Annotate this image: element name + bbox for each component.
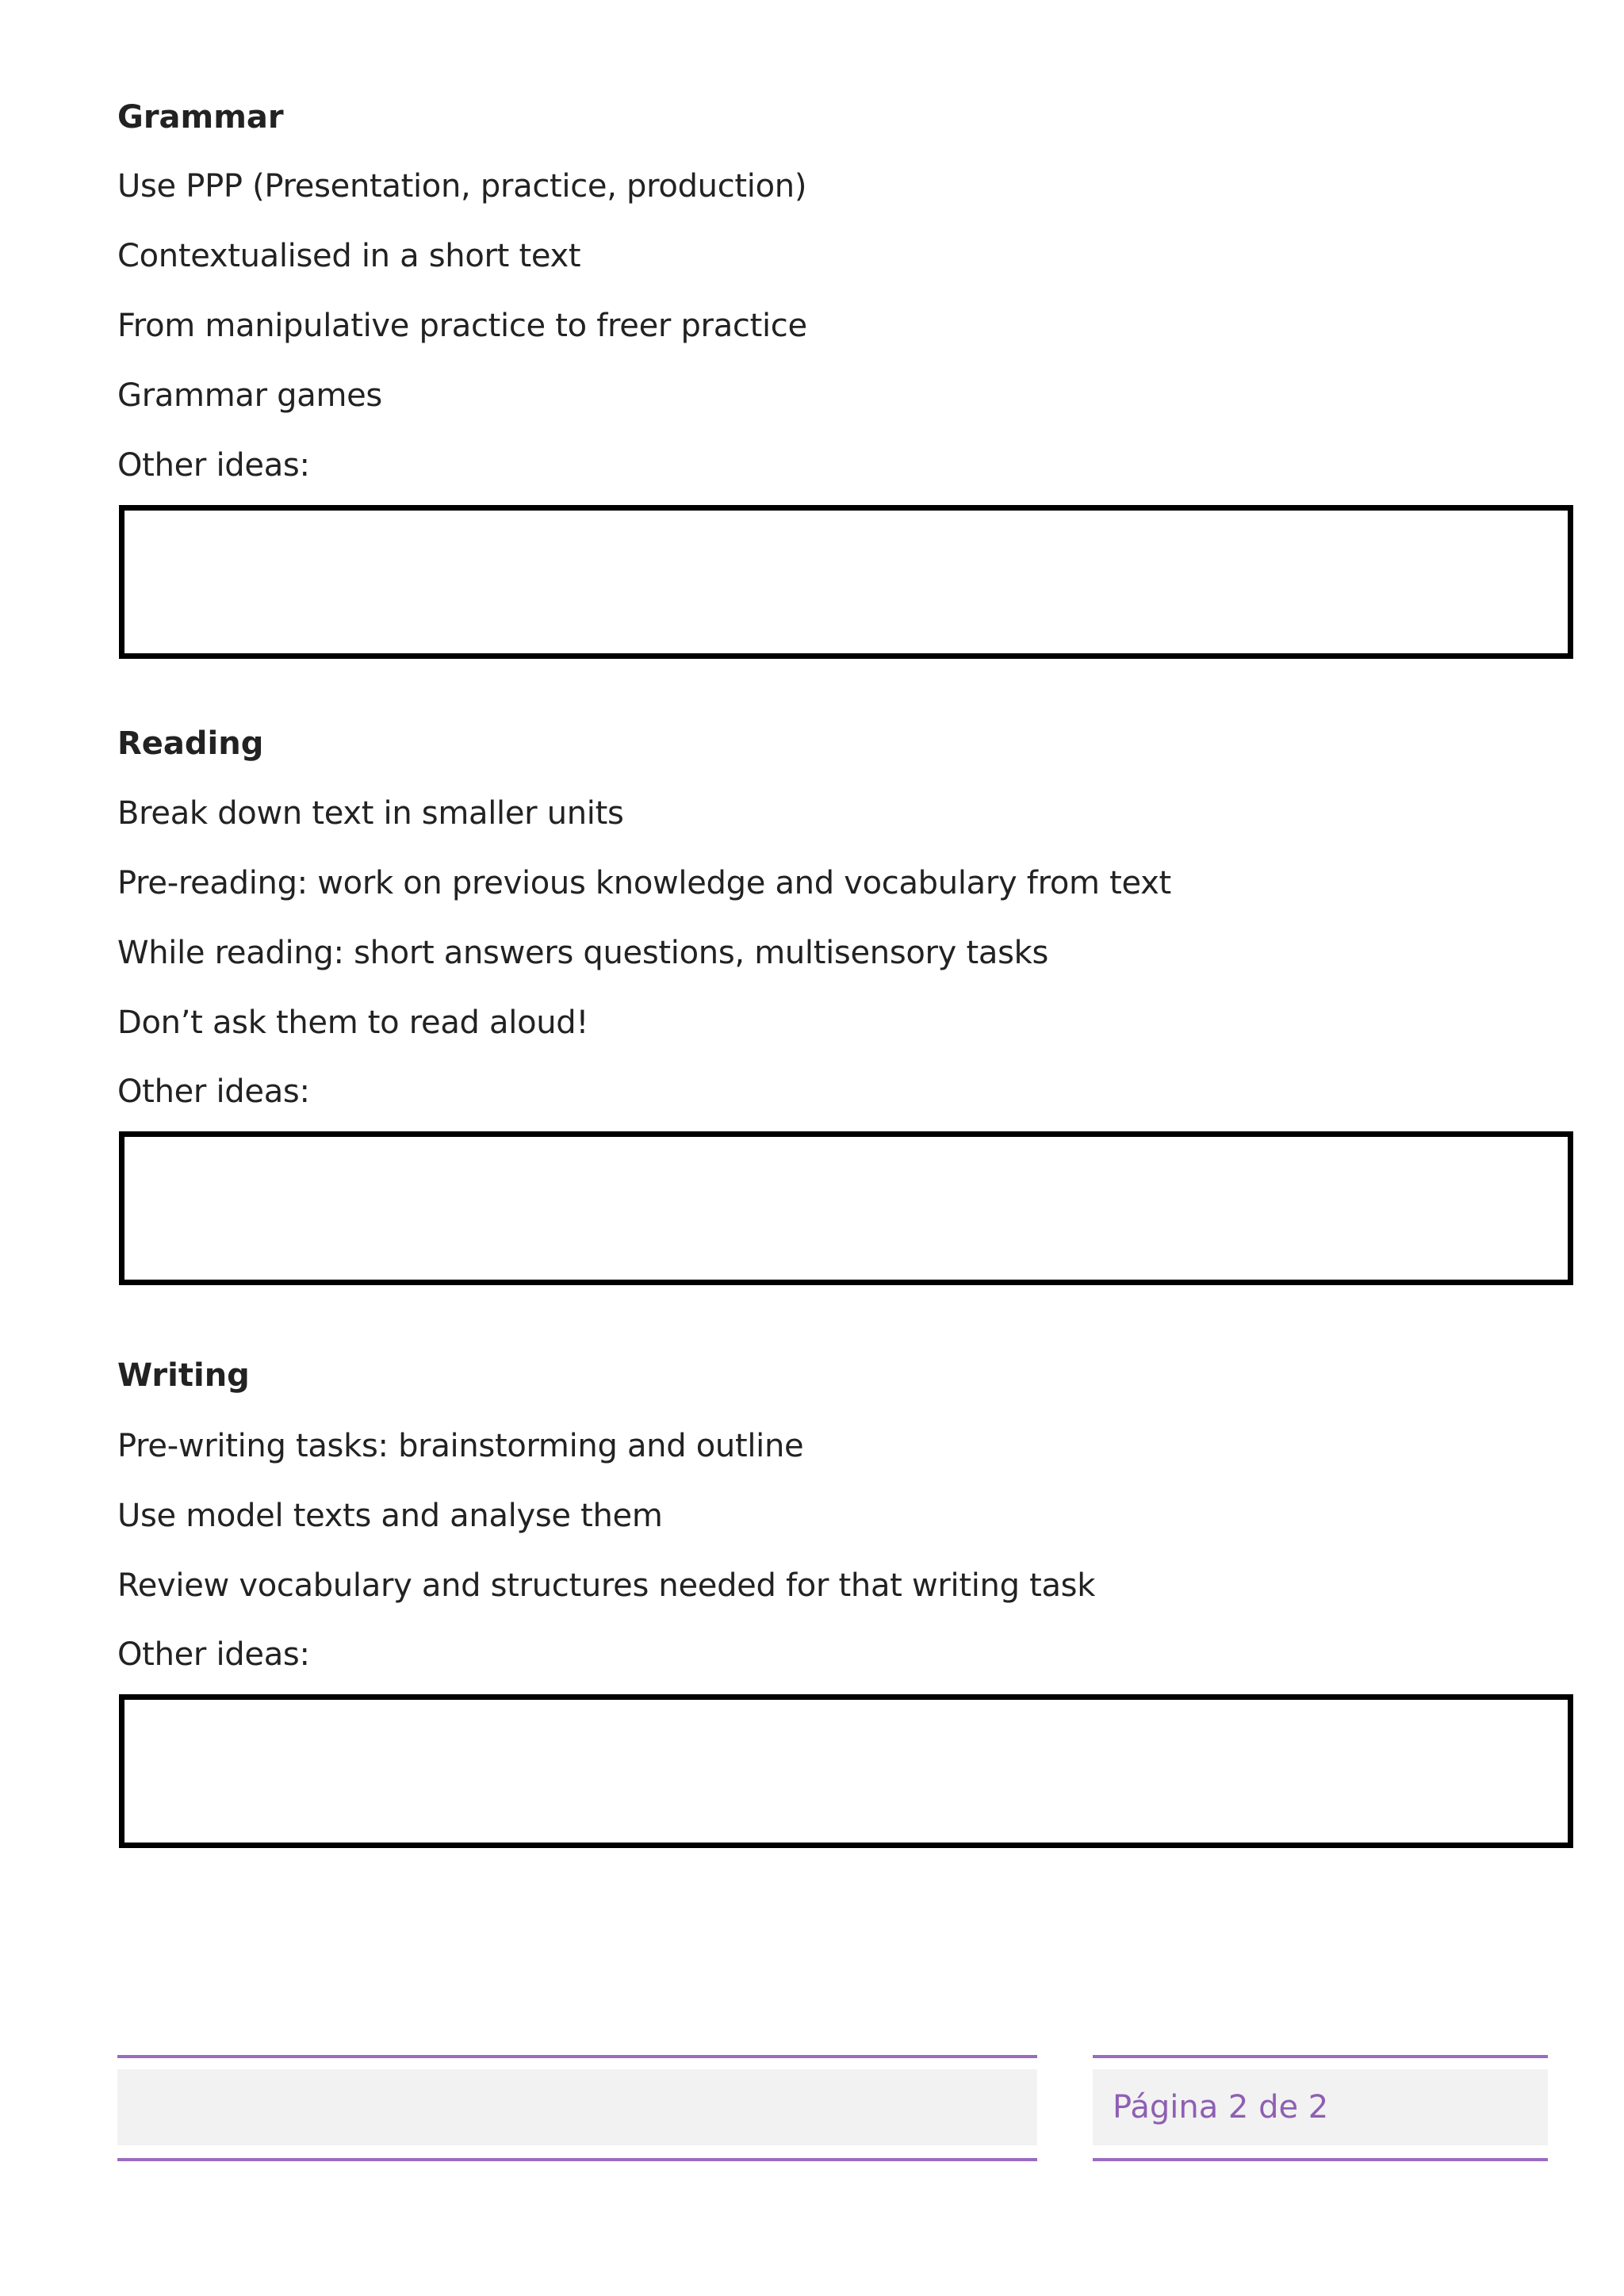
section-title-reading: Reading: [117, 725, 264, 762]
reading-other-ideas-box[interactable]: [119, 1131, 1573, 1285]
grammar-item: Contextualised in a short text: [117, 238, 581, 274]
grammar-other-ideas-box[interactable]: [119, 505, 1573, 659]
footer-left-bottom-rule: [117, 2158, 1037, 2161]
writing-other-ideas-box[interactable]: [119, 1694, 1573, 1848]
section-title-writing: Writing: [117, 1357, 250, 1394]
grammar-other-ideas-label: Other ideas:: [117, 447, 310, 484]
footer-right-top-rule: [1093, 2055, 1548, 2058]
reading-item: Break down text in smaller units: [117, 795, 624, 832]
page-number: Página 2 de 2: [1113, 2089, 1329, 2126]
reading-item: Pre-reading: work on previous knowledge and vocabulary from text: [117, 865, 1171, 901]
reading-other-ideas-label: Other ideas:: [117, 1073, 310, 1110]
footer-left-top-rule: [117, 2055, 1037, 2058]
writing-item: Review vocabulary and structures needed for that writing task: [117, 1567, 1096, 1604]
section-title-grammar: Grammar: [117, 99, 284, 136]
reading-item: Don’t ask them to read aloud!: [117, 1004, 589, 1041]
grammar-item: From manipulative practice to freer practice: [117, 308, 807, 344]
writing-item: Pre-writing tasks: brainstorming and outline: [117, 1428, 804, 1464]
footer-left-band: [117, 2069, 1037, 2145]
reading-item: While reading: short answers questions, multisensory tasks: [117, 935, 1049, 971]
writing-item: Use model texts and analyse them: [117, 1498, 663, 1534]
footer-right-bottom-rule: [1093, 2158, 1548, 2161]
grammar-item: Grammar games: [117, 377, 382, 414]
writing-other-ideas-label: Other ideas:: [117, 1636, 310, 1673]
grammar-item: Use PPP (Presentation, practice, production): [117, 168, 807, 205]
